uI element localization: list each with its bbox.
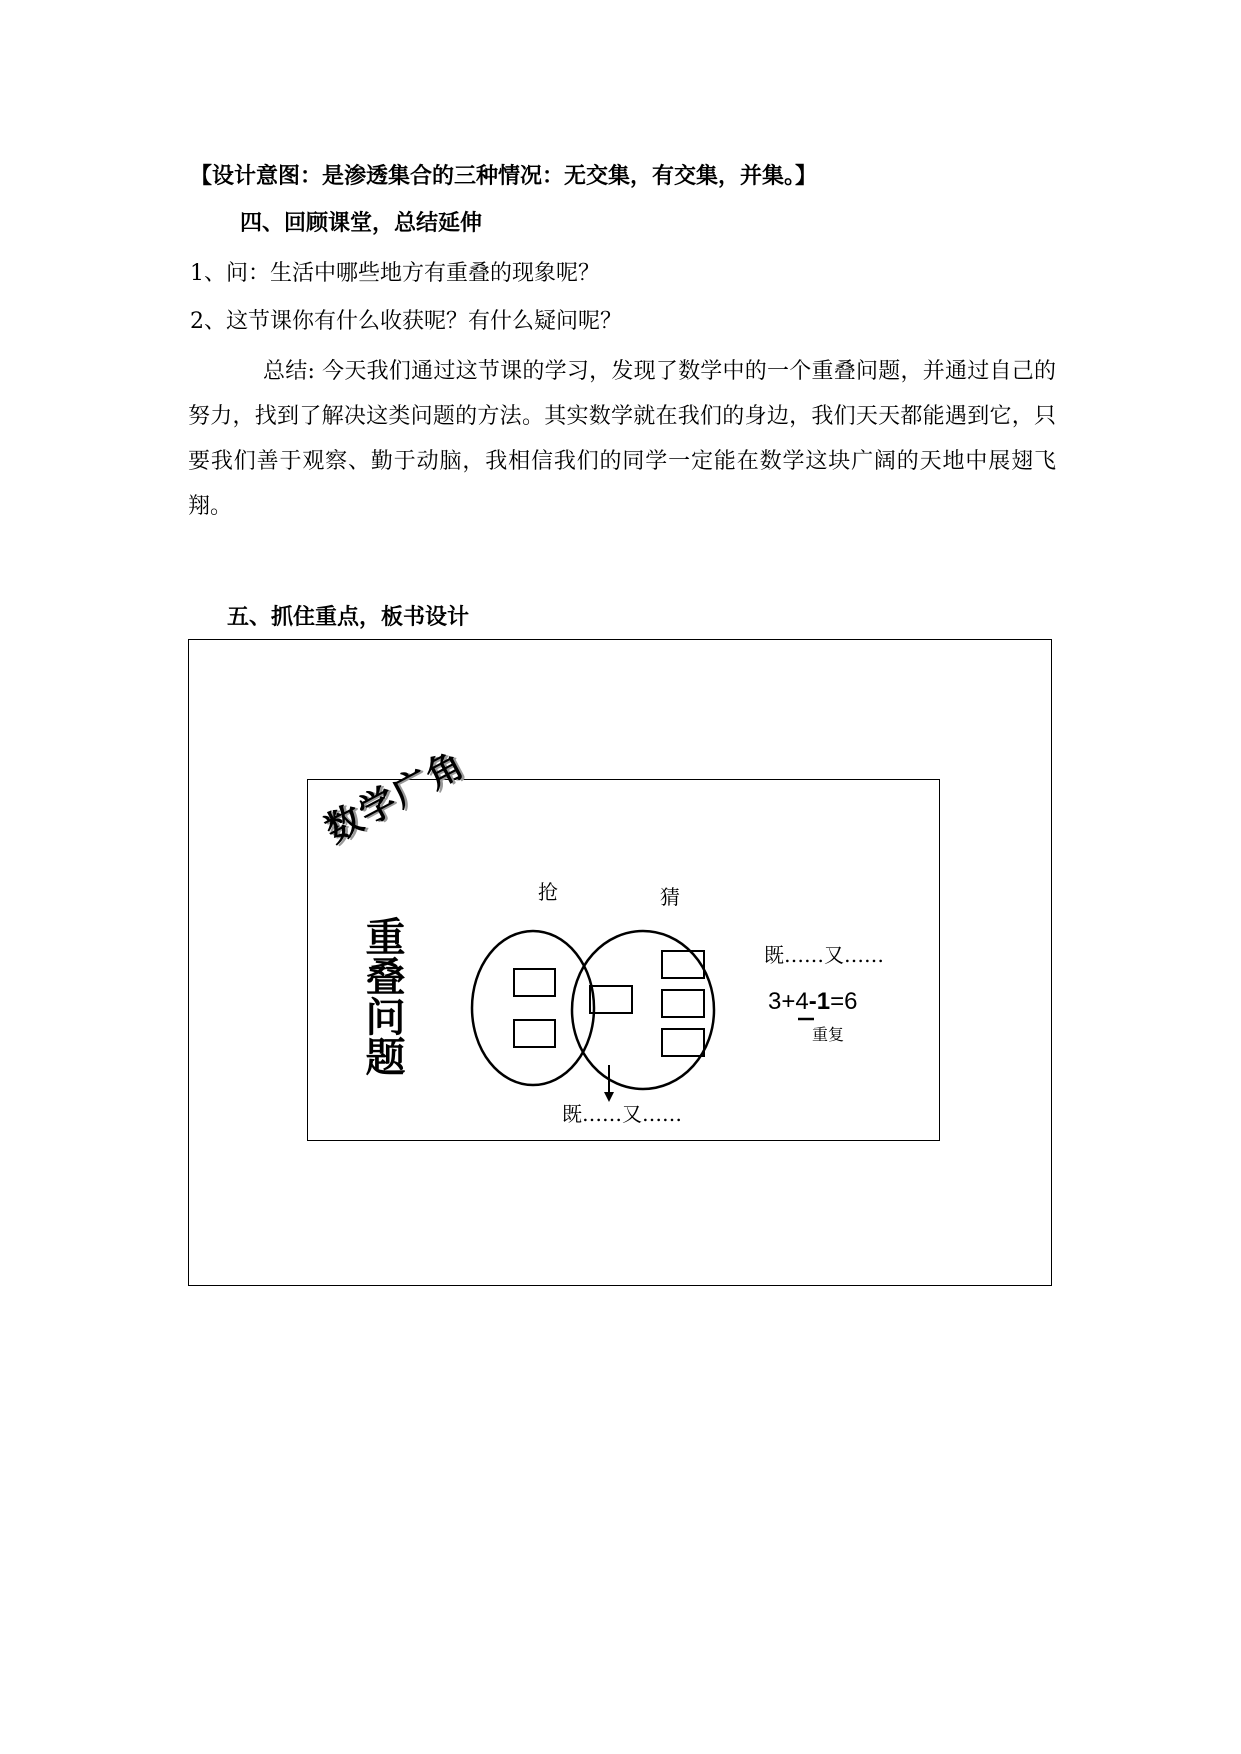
- equation-caption: 重复: [812, 1025, 845, 1044]
- left-circle-label: 抢: [538, 880, 558, 904]
- left-rect-2: [514, 1020, 555, 1047]
- board-main-title: 重叠问题: [359, 916, 405, 1076]
- design-intent: 【设计意图：是渗透集合的三种情况：无交集，有交集，并集。】: [190, 164, 818, 189]
- summary-paragraph: 总结: 今天我们通过这节课的学习，发现了数学中的一个重叠问题，并通过自己的努力，找到了解决这类问题的方法。其实数学就在我们的身边，我们天天都能遇到它，只要我们善于观察、勤于动脑，我相信我们的同学一定能在数学这块广阔的天地中展翅飞翔。: [188, 359, 1056, 519]
- question-1: 1、问：生活中哪些地方有重叠的现象呢？: [190, 261, 600, 286]
- bottom-note: 既……又……: [562, 1102, 682, 1126]
- equation: [768, 988, 857, 1016]
- overlap-rect: [590, 986, 632, 1013]
- equation-minus: -: [808, 988, 817, 1015]
- equation-prefix: 3+4: [768, 988, 809, 1015]
- equation-suffix: =6: [830, 988, 858, 1015]
- section4-heading: 四、回顾课堂，总结延伸: [240, 211, 483, 236]
- right-circle-label: 猜: [660, 885, 680, 909]
- left-rect-1: [514, 969, 555, 996]
- right-rect-3: [662, 1029, 704, 1056]
- right-rect-2: [662, 990, 704, 1017]
- right-rect-1: [662, 951, 704, 978]
- question-2: 2、这节课你有什么收获呢？有什么疑问呢？: [190, 309, 622, 334]
- equation-overlap: 1: [816, 988, 831, 1015]
- section5-heading: 五、抓住重点，板书设计: [227, 605, 470, 630]
- left-circle-shape: [472, 931, 594, 1085]
- right-note: 既……又……: [764, 943, 884, 967]
- board-corner-title: 数学广角: [318, 743, 473, 852]
